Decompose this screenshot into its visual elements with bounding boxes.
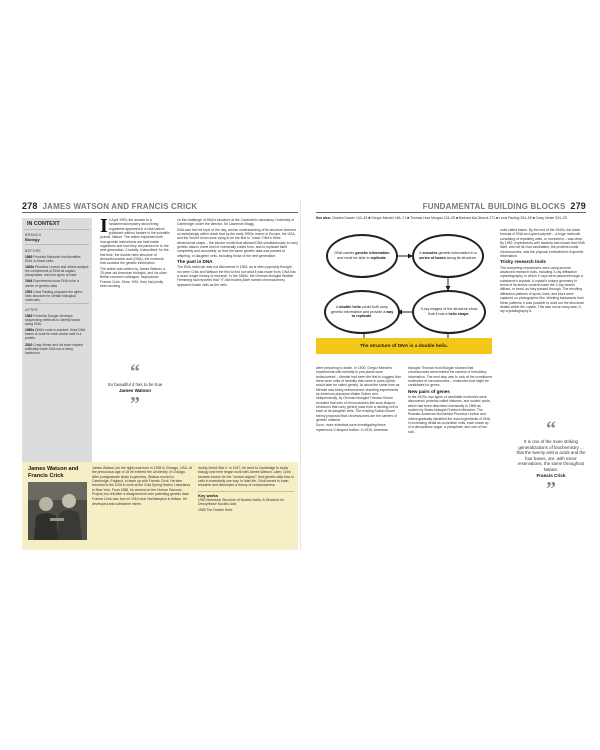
cloud-encodes-bases: It encodes genetic information in a series of bases along its structure. — [412, 234, 484, 278]
body-paragraph: were preparing to divide. In 1900, Gregor Mendel's experiments with heredity in pea plants were rediscovered – Mendel had been the first to suggest that there were units of heredity that came in pairs (which would later be called genes). At about the same time as Mendel was being rediscovered, breeding experiments by American physician Walter Sutton and, independently, by German biologist Theodor Boveri revealed that sets of chromosomes like sock-shaped structures that carry genes) pass from a dividing cell to each of its daughter cells. The existing Sutton-Boveri theory proposed that chromosomes are the carriers of genetic material. — [316, 366, 401, 423]
right-header-rule — [316, 212, 586, 213]
key-work: 1968 The Double Helix — [198, 507, 233, 512]
quote-author: James Watson — [119, 387, 151, 393]
context-event: 1962 Frederick Sanger develops sequencing methods to identify bases along DNA. — [25, 313, 81, 327]
drop-cap: I — [100, 218, 108, 237]
pull-quote-crick — [516, 418, 586, 500]
biography-box — [22, 462, 298, 550]
bio-paragraph: James Watson (on the right) was born in 1928 in Chicago, USA. At the precocious age of 15 he entered the University of Chicago. After postgraduate study in genetics, Watson moved to Cambridge, England, to team up with Francis Crick. He later returned to the USA to work at the Cold Spring Harbor Laboratory in New York. From 1988, he worked on the Human Genome Project, but left after a disagreement over patenting genetic data. — [92, 466, 192, 497]
body-paragraph: Soon, more scientists were investigating these mysterious X-shaped bodies. In 1915, American — [316, 423, 388, 432]
right-running-head — [423, 201, 586, 211]
left-page-number: 278 — [22, 201, 38, 211]
bio-column-2 — [198, 466, 294, 548]
key-work: 1953 Molecular Structure of Nucleic Acids: A Structure for Deoxyribose Nucleic Acid — [198, 498, 285, 507]
body-paragraph: The DNA molecule was not discovered in 1953, as is often popularly thought, nor were Crick and Watson the first to find out what it was made from. DNA has a much longer history of research. In the 1860s, the German biologist Walther Flemming had reported that "X"-like bodies (later named chromosomes) appeared inside cells as the cells — [177, 265, 296, 287]
conclusion-banner: The structure of DNA is a double helix. — [316, 338, 492, 354]
left-running-head — [22, 201, 197, 211]
body-paragraph: units called bases. By the end of the 1940s, the basic formula of DNA as a giant polymer – a huge molecule consisting of repeating units, or monomers – was clear. By 1952, experiments with bacteria had shown that DNA itself, and not its rival candidates, the proteins inside chromosomes, was the physical embodiment of genetic information. — [500, 228, 585, 259]
body-paragraph: In the 1920s, two types of candidate molecules were discovered: proteins called histones, and nucleic acids, which had been described chemically in 1869 as nuclein by Swiss biologist Friedrich Miescher. The Russian-American biochemist Phoebus Levene and others gradually identified the main ingredients of DNA, in increasing detail as nucleotide units, each made up of a deoxyribose sugar, a phosphate, and one of four sub- — [408, 395, 491, 434]
watson-crick-photo — [28, 482, 87, 540]
body-column-c — [500, 228, 586, 418]
body-paragraph: n April 1953, the answer to a fundamental mystery about living organisms appeared in a short article published without fanfare in the scientific journal, Nature. The article explained both how genetic instructions are held inside organisms and how they are passed on to the next generation. Crucially, it described, for the first time, the double-helix structure of deoxyribonucleic acid (DNA), the molecule that contains the genetic information. — [100, 218, 170, 266]
body-column-2 — [177, 218, 298, 458]
right-page-number: 279 — [570, 201, 586, 211]
body-paragraph: biologist Thomas Hunt Morgan showed that chromosomes were indeed the carriers of hereditary information. The next step was to look at the constituent molecules of chromosomes – molecules that might be candidates for genes. — [408, 366, 492, 388]
bio-column-1 — [92, 466, 192, 548]
context-event: 1869 Friedrich Miescher first identifies DNA, in blood cells. — [25, 255, 81, 264]
quote-text: So beautiful it has to be true — [107, 382, 163, 387]
open-quote-mark: “ — [130, 361, 140, 383]
left-running-title: JAMES WATSON AND FRANCIS CRICK — [42, 202, 198, 211]
branch-value: Biology — [25, 237, 40, 242]
bio-paragraph: during World War II. In 1947, he went to Cambridge to study biology and here began work with James Watson. Later, Crick became known for the "central dogma": that genetic data flow in cells in essentially one way. In later life, Crick turned to brain research and developed a theory of consciousness. — [198, 466, 294, 488]
left-header-rule — [22, 212, 298, 213]
right-running-title: FUNDAMENTAL BUILDING BLOCKS — [422, 202, 566, 211]
see-also-text: Charles Darwin 142–49 ■ Gregor Mendel 166–71 ■ Thomas Hunt Morgan 224–25 ■ Barbara McClintock 271 ■ Linus Pauling 254–59 ■ Craig Venter 324–25 — [331, 216, 567, 220]
book-spread — [10, 200, 590, 550]
dna-flow-diagram — [316, 228, 492, 360]
context-event: 1944 Experiments show DNA to be a carrier of genetic data. — [25, 279, 79, 288]
after-label: AFTER — [25, 307, 38, 312]
context-event: 2010 Craig Venter and his team implant artificially made DNA into a living bacterium. — [25, 342, 83, 355]
right-page — [304, 200, 590, 550]
section-heading: Tricky research tools — [500, 259, 546, 265]
close-quote-mark: ” — [130, 392, 140, 415]
section-heading: The past in DNA — [177, 259, 213, 265]
open-quote-mark: “ — [546, 418, 556, 440]
body-paragraph: on the challenge of DNA's structure at the Cavendish Laboratory, University of Cambridge, under the director, Sir Lawrence Bragg. — [177, 218, 295, 227]
body-column-a — [316, 366, 401, 546]
page-gutter — [300, 200, 301, 550]
pull-quote-watson — [100, 361, 170, 415]
before-label: BEFORE — [25, 249, 41, 253]
context-event: 1951 Linus Pauling proposes the alpha helix structure for certain biological molecules. — [25, 289, 83, 302]
see-also-label: See also: — [316, 216, 331, 220]
cloud-xray-images: X-ray images of the structure show that it has a helix shape. — [412, 290, 486, 334]
bio-heading: James Watson and Francis Crick — [28, 466, 79, 479]
left-page — [10, 200, 298, 550]
in-context-box — [22, 218, 92, 462]
cloud-genetic-information: DNA carries genetic information and must be able to replicate. — [326, 234, 398, 278]
body-column-b — [408, 366, 492, 546]
context-event: 1920s Phoebus Levene and others analyse the components of DNA as sugars, phosphates, and four types of base. — [25, 265, 89, 278]
body-paragraph: The article was written by James Watson, a 25-year-old American biologist, and his older British research colleague, biophysicist Francis Crick. Since 1951, they had jointly been working — [100, 266, 167, 289]
section-heading: New pairs of genes — [408, 388, 450, 394]
key-works-label: Key works — [198, 491, 294, 498]
see-also — [316, 216, 586, 220]
body-column-1 — [100, 218, 170, 364]
body-paragraph: DNA was the hot topic of the day, and an understanding of its structure seemed so tantalizingly within reach that by the early 1950s, teams in Europe, the USA, and the Soviet Union were vying to be the first to "crack" DNA's three-dimensional shape – the elusive model that allowed DNA simultaneously to carry genetic data in some kind of chemically coded form, and to replicate itself completely and accurately, so that the same genetic data was passed to offspring, or daughter cells, including those of the next generation. — [177, 227, 298, 258]
branch-label: BRANCH — [25, 233, 42, 237]
context-event: 1960s DNA's code is cracked: three DNA bases of code for each amino acid in a protein. — [25, 328, 86, 341]
close-quote-mark: ” — [546, 477, 556, 500]
body-paragraph: The competing researchers were using several advanced research tools, including X-ray diffraction crystallography, in which X-rays were passed through a substance's crystals. A crystal's unique geometry in terms of its atomic content made the X-ray beams diffract, or bend, as they passed through. The resulting diffraction patterns of spots, lines, and blurs were captured on photographic film. Working backwards from these patterns, it was possible to work out the structural details within the crystal. This was not an easy task; X-ray crystallography a — [500, 265, 584, 314]
bio-paragraph: Francis Crick was born in 1916 near Northampton in Britain. He developed anti-submarine mines — [92, 497, 188, 506]
in-context-heading: IN CONTEXT — [24, 218, 90, 230]
quote-text: It is one of the more striking generalizations of biochemistry ... that the twenty amino acids and the four bases, are, with minor reservations, the same throughout Nature. — [516, 439, 586, 472]
cloud-double-helix: A double helix could both carry genetic information and provide a way to replicate. — [324, 290, 400, 334]
quote-author: Francis Crick — [536, 472, 566, 478]
